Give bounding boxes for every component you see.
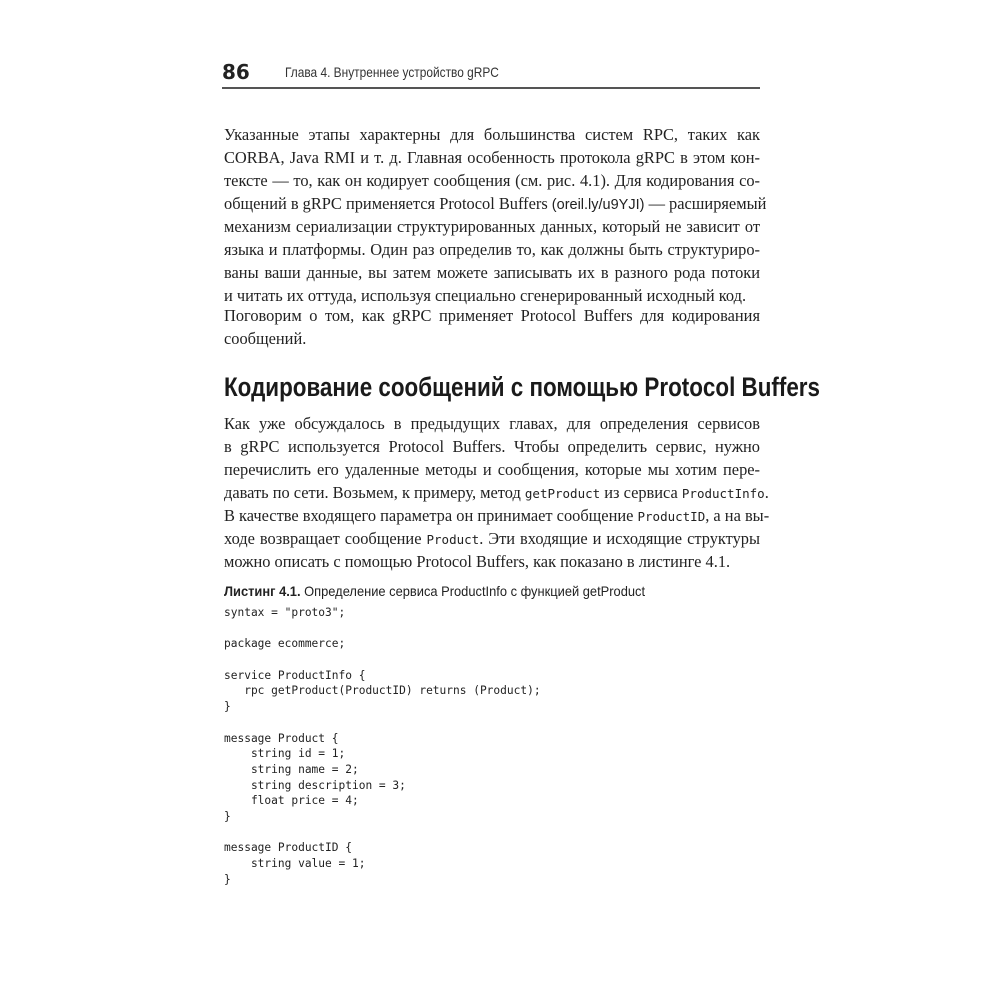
running-title: Глава 4. Внутреннее устройство gRPC <box>285 64 499 80</box>
code-line <box>224 621 541 637</box>
listing-caption <box>224 583 645 599</box>
text-segment: из сервиса <box>600 483 682 502</box>
code-line: string value = 1; <box>224 857 366 870</box>
text-line <box>224 146 760 169</box>
code-line <box>224 715 541 731</box>
text-segment: языка и платформы. Один раз определив то, как должны быть структуриро- <box>224 240 760 259</box>
code-line: string id = 1; <box>224 747 346 761</box>
code-line: string description = 3; <box>224 778 406 792</box>
text-segment: Как уже обсуждалось в предыдущих главах, для определения сервисов <box>224 414 760 433</box>
text-segment: тексте — то, как он кодирует сообщения (см. рис. 4.1). Для кодирования со- <box>224 171 760 190</box>
code-line <box>224 652 541 668</box>
text-segment: В качестве входящего параметра он принимает сообщение <box>224 506 638 525</box>
text-line <box>224 169 760 192</box>
code-line: syntax = "proto3"; <box>224 606 346 619</box>
text-line <box>224 304 760 327</box>
text-segment: и читать их оттуда, используя специально сгенерированный исходный код. <box>224 286 747 305</box>
code-line: float price = 4; <box>224 794 359 808</box>
text-segment: CORBA, Java RMI и т. д. Главная особенность протокола gRPC в этом кон- <box>224 148 760 167</box>
code-line <box>224 825 541 841</box>
text-line <box>224 261 760 284</box>
code-line: rpc getProduct(ProductID) returns (Product); <box>224 684 541 698</box>
paragraph-transition <box>224 304 760 350</box>
text-line <box>224 481 769 504</box>
text-segment: можно описать с помощью Protocol Buffers, как показано в листинге 4.1. <box>224 552 731 571</box>
text-segment: механизм сериализации структурированных данных, который не зависит от <box>224 217 760 236</box>
inline-code: getProduct <box>524 486 601 501</box>
paragraph-protobuf <box>224 412 770 573</box>
text-segment: перечислить его удаленные методы и сообщения, которые мы хотим пере- <box>224 460 760 479</box>
code-line: } <box>224 872 231 886</box>
paragraph-intro <box>224 123 767 307</box>
reference-link[interactable]: (oreil.ly/u9YJI) <box>551 197 645 213</box>
text-segment: Поговорим о том, как gRPC применяет Protocol Buffers для кодирования <box>224 306 760 325</box>
text-segment: . Эти входящие и исходящие структуры <box>479 529 760 548</box>
code-line: message Product { <box>224 731 339 745</box>
code-listing <box>224 605 541 887</box>
text-segment: общений в gRPC применяется Protocol Buffers <box>224 194 552 213</box>
text-line <box>224 412 760 435</box>
code-line: string name = 2; <box>224 762 359 776</box>
text-segment: . <box>764 483 769 502</box>
page-number: 86 <box>222 60 250 84</box>
text-line <box>224 435 760 458</box>
text-line <box>224 238 760 261</box>
inline-code: ProductID <box>637 509 706 524</box>
text-line <box>224 123 760 146</box>
text-segment: в gRPC используется Protocol Buffers. Чтобы определить сервис, нужно <box>224 437 760 456</box>
text-segment: ходе возвращает сообщение <box>224 529 427 548</box>
text-segment: Указанные этапы характерны для большинства систем RPC, таких как <box>224 125 760 144</box>
code-line: package ecommerce; <box>224 637 346 651</box>
header-rule <box>222 87 760 89</box>
code-line: service ProductInfo { <box>224 668 366 682</box>
listing-caption-text: Определение сервиса ProductInfo с функцией getProduct <box>300 583 646 599</box>
text-line <box>224 527 760 550</box>
text-segment: давать по сети. Возьмем, к примеру, метод <box>224 483 525 502</box>
section-heading: Кодирование сообщений с помощью Protocol Buffers <box>224 372 820 402</box>
text-line <box>224 192 767 215</box>
text-line <box>224 504 770 527</box>
code-line: } <box>224 700 231 714</box>
text-segment: , а на вы- <box>705 506 770 525</box>
code-line: message ProductID { <box>224 841 352 855</box>
text-segment: ваны ваши данные, вы затем можете записывать их в разного рода потоки <box>224 263 760 282</box>
text-segment: сообщений. <box>224 329 307 348</box>
inline-code: ProductInfo <box>681 486 765 501</box>
text-line <box>224 550 760 573</box>
inline-code: Product <box>426 532 480 547</box>
listing-label: Листинг 4.1. <box>224 583 301 599</box>
text-segment: — расширяемый <box>644 194 767 213</box>
text-line <box>224 458 760 481</box>
text-line <box>224 215 760 238</box>
code-line: } <box>224 809 231 823</box>
text-line <box>224 327 760 350</box>
